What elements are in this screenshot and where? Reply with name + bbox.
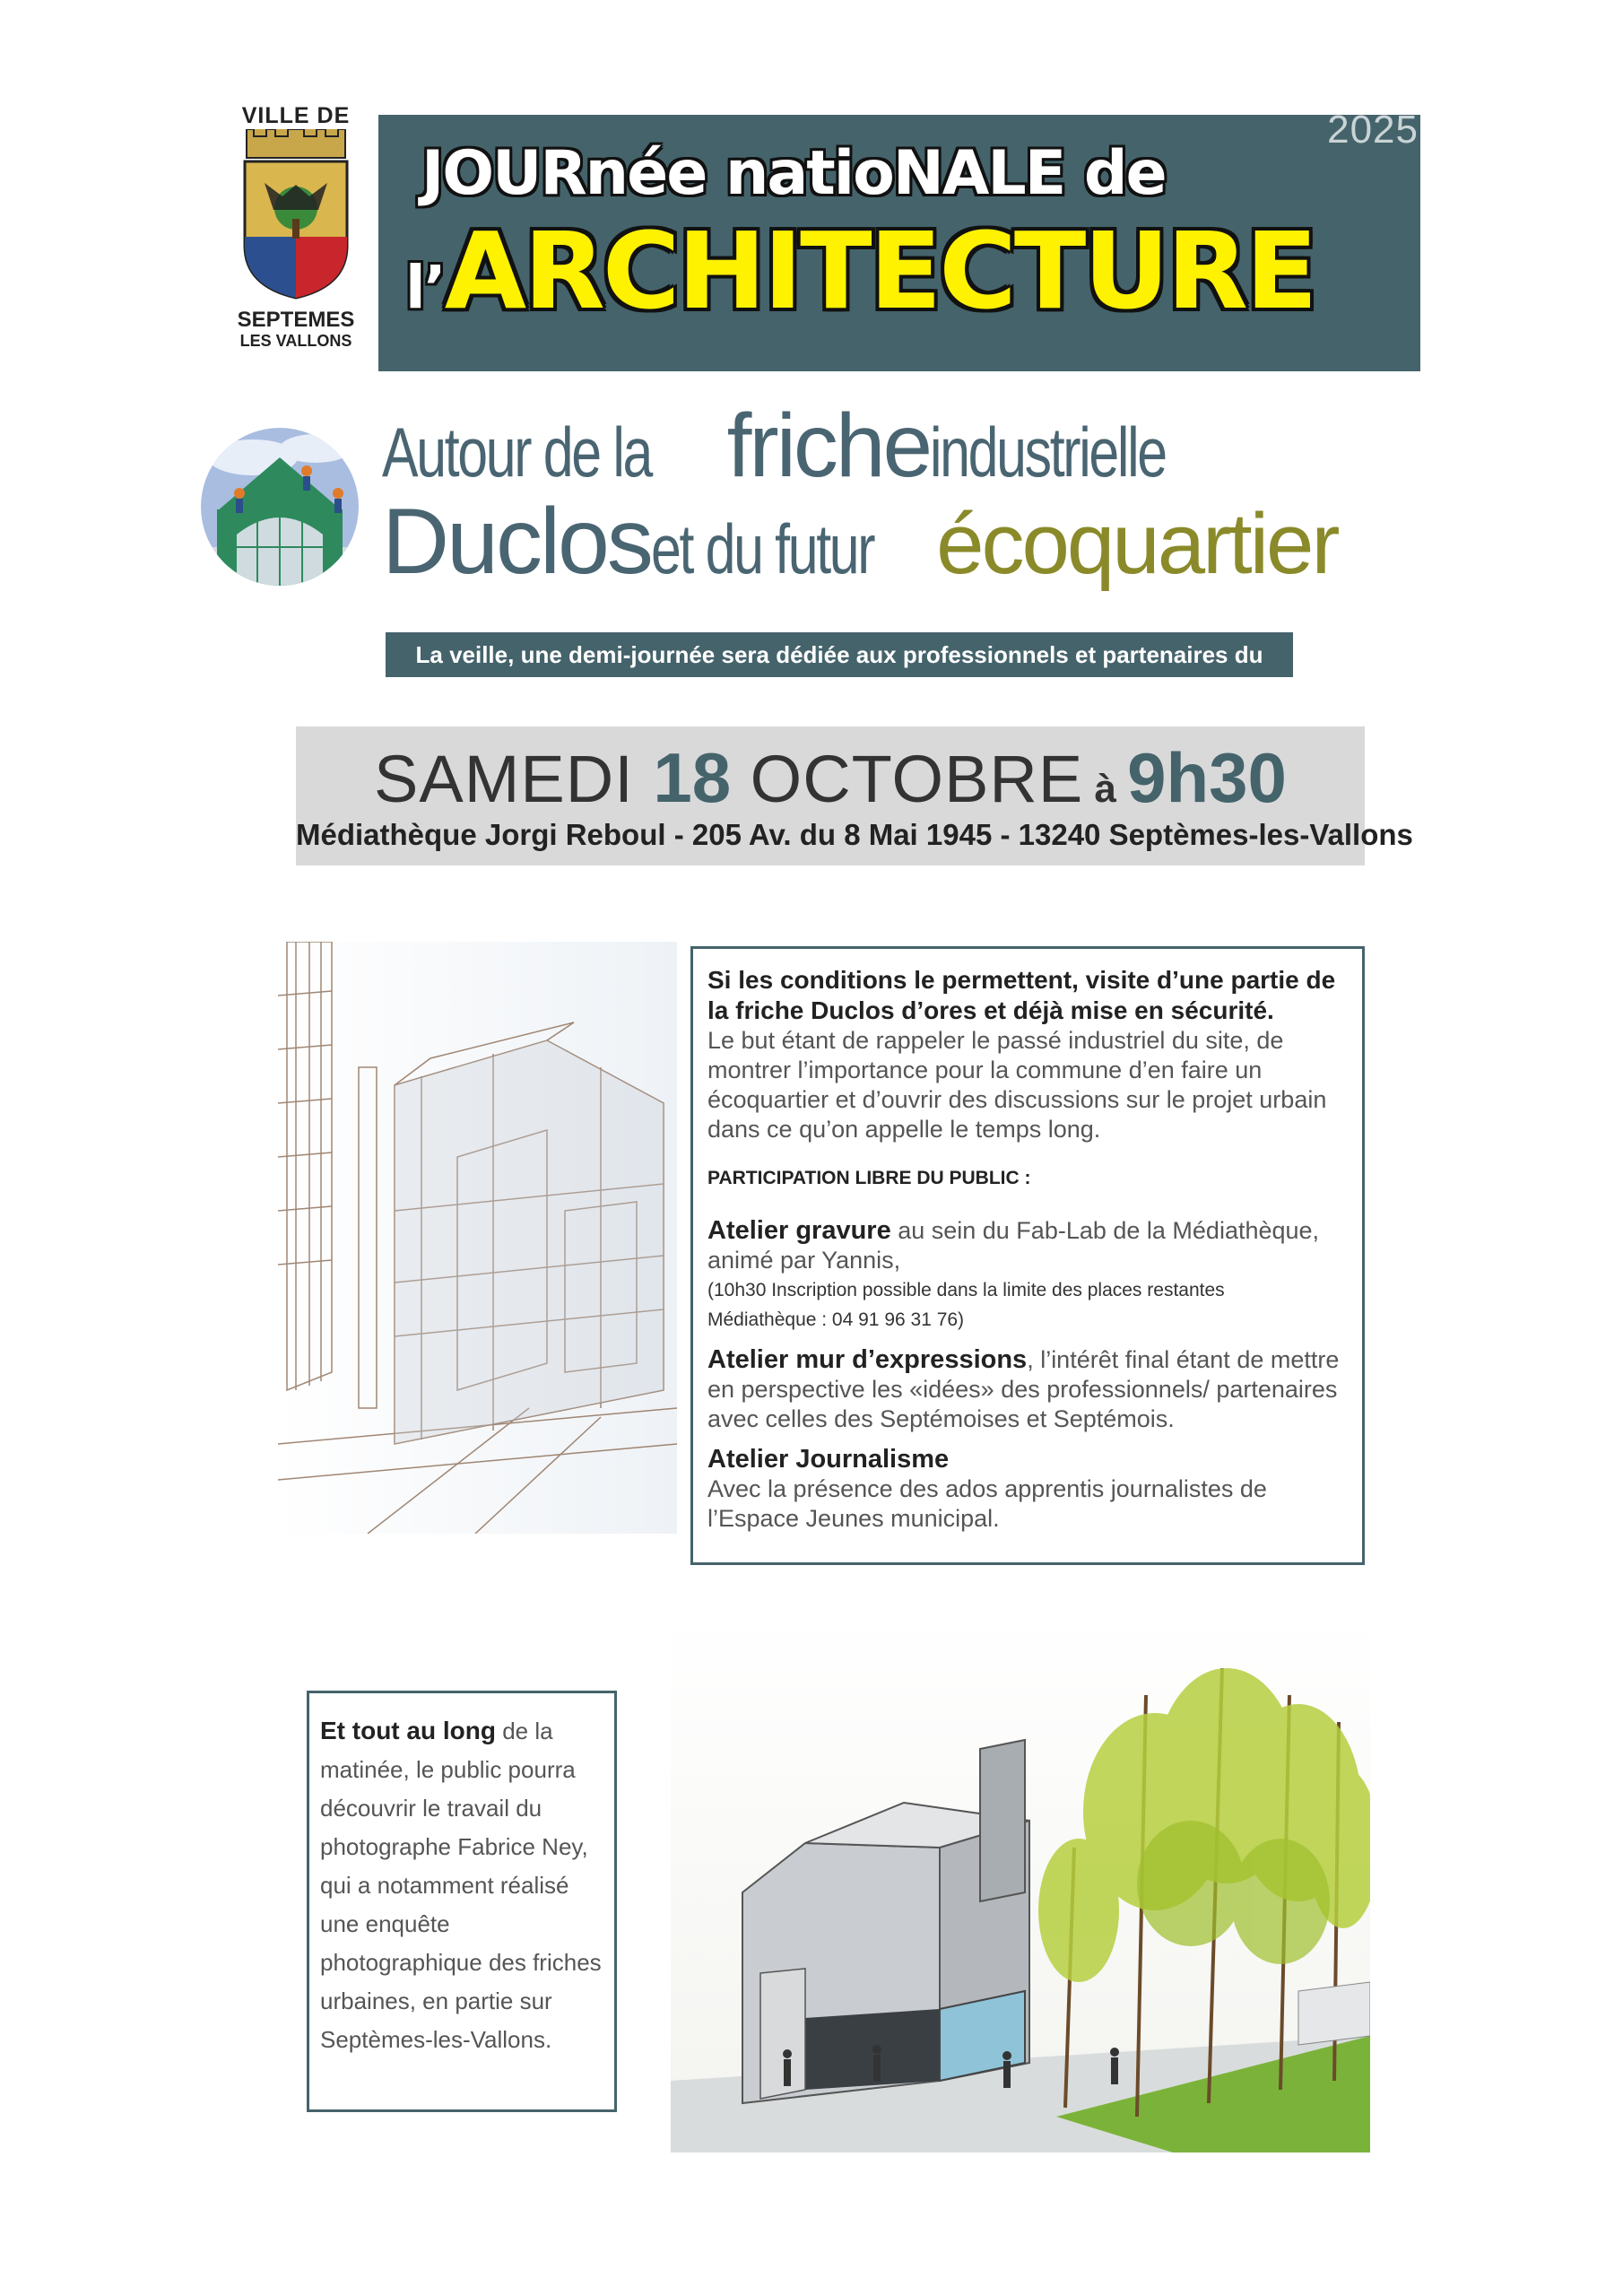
theme-l1-a: Autour de la (382, 413, 652, 491)
date-line (296, 737, 1365, 819)
photographer-box (307, 1691, 617, 2112)
program-info-box (690, 946, 1365, 1565)
friche-logo-icon (199, 413, 360, 601)
town-crest (224, 103, 368, 372)
workshop-mur-text: , l’intérêt final étant de mettre en perspective les «idées» des professionnels/ partenaires avec celles des Septémoises et Septémois. (707, 1346, 1340, 1432)
date-number: 18 (653, 738, 732, 817)
theme-l1-c: industrielle (930, 413, 1166, 491)
title-banner (378, 108, 1420, 371)
visit-description: Le but étant de rappeler le passé industriel du site, de montrer l’importance pour la commune d’en faire un écoquartier et d’ouvrir des discussions sur le projet urbain dans ce qu’on appelle le temps long. (707, 1027, 1327, 1143)
workshop-journalisme-text: Avec la présence des ados apprentis journalistes de l’Espace Jeunes municipal. (707, 1475, 1267, 1532)
theme-l1-friche: friche (726, 396, 931, 496)
workshop-gravure-title: Atelier gravure (707, 1216, 891, 1245)
theme-l2-ecoquartier: écoquartier (936, 496, 1338, 592)
workshop-gravure (707, 1216, 1348, 1275)
workshop-gravure-note-2: Médiathèque : 04 91 96 31 76) (707, 1309, 965, 1330)
date-at: à (1083, 767, 1128, 811)
workshop-journalisme-title: Atelier Journalisme (707, 1445, 950, 1474)
theme-title-line-2 (382, 489, 1337, 596)
subtitle-bar: La veille, une demi-journée sera dédiée aux professionnels et partenaires du projet. (386, 632, 1293, 677)
venue-address: Médiathèque Jorgi Reboul - 205 Av. du 8 Mai 1945 - 13240 Septèmes-les-Vallons (296, 818, 1413, 851)
title-line-1: JOURnée natioNALE de (421, 138, 1166, 209)
title-apostrophe-l: l’ (405, 253, 445, 322)
theme-title-line-1 (382, 395, 1232, 498)
workshop-gravure-note-1: (10h30 Inscription possible dans la limite des places restantes (707, 1280, 1225, 1300)
title-architecture: ARCHITECTURE (444, 209, 1315, 333)
theme-l2-b: et du futur (650, 509, 874, 588)
photographer-lead: Et tout au long (320, 1717, 496, 1744)
crest-town-name: SEPTEMES (237, 308, 355, 332)
visit-lead: Si les conditions le permettent, visite d’une partie de la friche Duclos d’ores et déjà mise en sécurité. (707, 966, 1336, 1024)
industrial-sketch-image (278, 942, 677, 1534)
crest-town-subname: LES VALLONS (239, 332, 352, 350)
event-year: 2025 (1327, 108, 1419, 152)
date-time: 9h30 (1127, 738, 1287, 817)
photographer-text: de la matinée, le public pourra découvrir le travail du photographe Fabrice Ney, qui a notamment réalisé une enquête photographique des friches urbaines, en partie sur Septèmes-les-Vallons. (320, 1718, 602, 2053)
date-month: OCTOBRE (731, 742, 1084, 816)
title-line-2 (405, 209, 1315, 333)
date-block (296, 726, 1413, 865)
ecoquartier-render-image (671, 1614, 1370, 2152)
date-day: SAMEDI (374, 742, 654, 816)
crest-top-label: VILLE DE (241, 103, 351, 128)
workshop-mur (707, 1345, 1348, 1434)
theme-l2-duclos: Duclos (382, 490, 651, 594)
workshop-gravure-text: au sein du Fab-Lab de la Médiathèque, animé par Yannis, (707, 1217, 1320, 1274)
coat-of-arms-icon (238, 129, 354, 300)
workshop-mur-title: Atelier mur d’expressions (707, 1345, 1028, 1374)
participation-heading: PARTICIPATION LIBRE DU PUBLIC : (707, 1168, 1031, 1188)
